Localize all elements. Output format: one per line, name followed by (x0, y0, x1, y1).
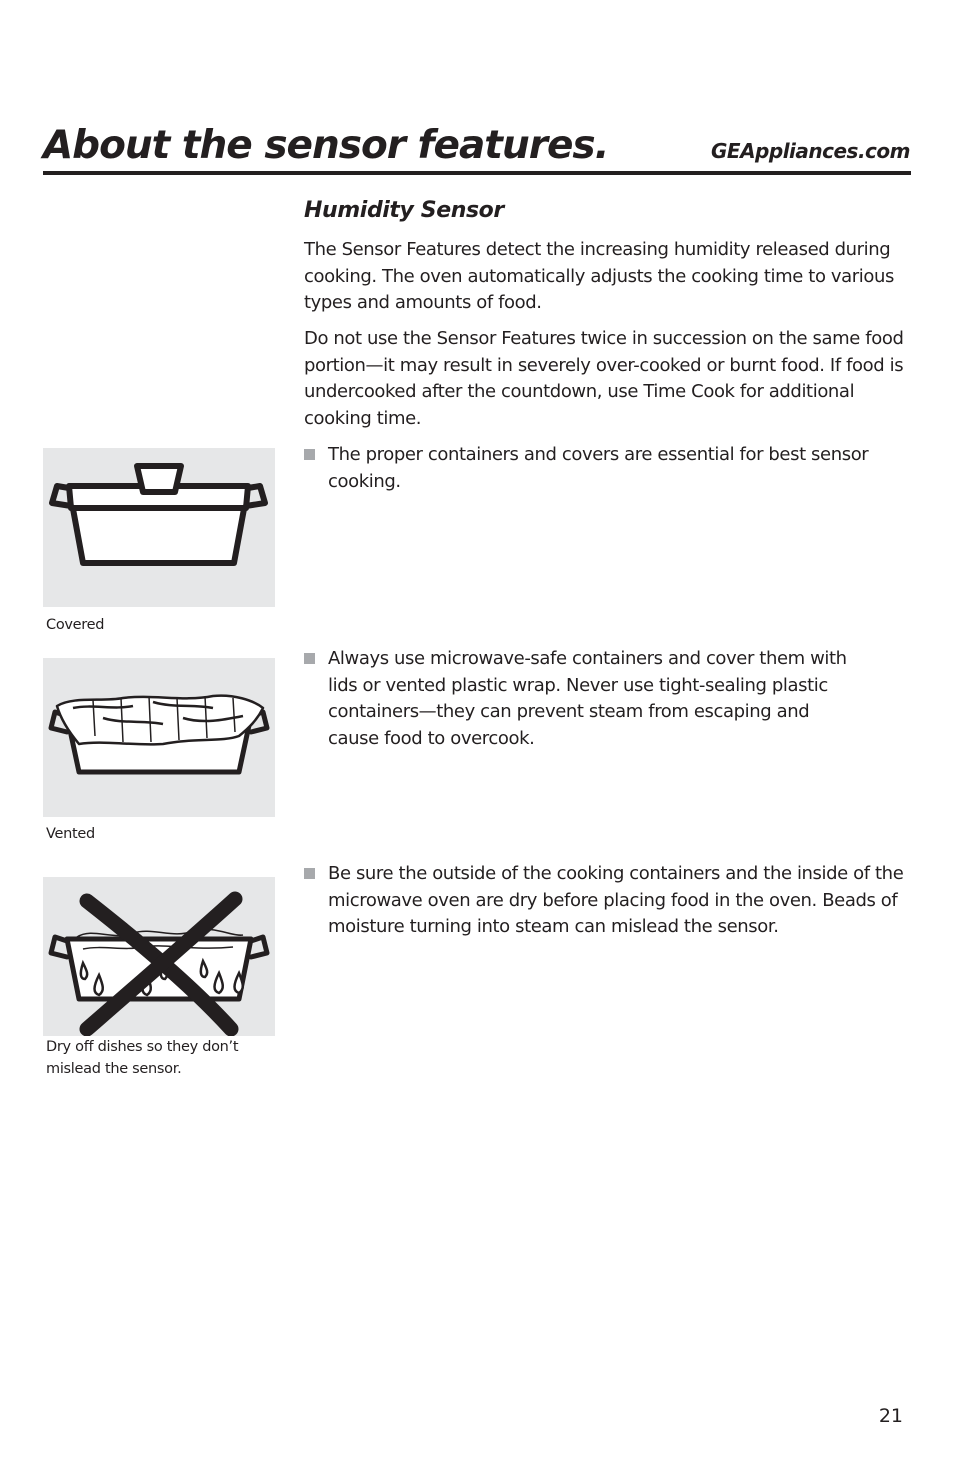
list-item-text: Always use microwave-safe containers and cover them with lids or vented plastic wrap. Never use tight-sealing plastic containers—they can prevent steam from escaping and cause food to overcook. (328, 648, 847, 749)
covered-dish-icon (43, 448, 275, 607)
list-item-text: The proper containers and covers are essential for best sensor cooking. (328, 444, 869, 492)
vented-dish-icon (43, 658, 275, 817)
warning-paragraph: Do not use the Sensor Features twice in succession on the same food portion—it may result in severely over-cooked or burnt food. If food is undercooked after the countdown, use Time Cook for additional cooking time. (304, 328, 904, 429)
figure-caption: Dry off dishes so they don’t mislead the sensor. (46, 1039, 239, 1077)
bullet-square-icon (304, 449, 315, 460)
bullet-square-icon (304, 868, 315, 879)
page-title: About the sensor features. (43, 123, 609, 168)
wet-dish-crossed-icon (43, 877, 275, 1036)
list-item (304, 442, 904, 495)
section-heading: Humidity Sensor (304, 198, 504, 223)
vented-dish-figure (43, 658, 275, 817)
covered-dish-figure (43, 448, 275, 607)
header-rule (43, 171, 911, 175)
list-item (304, 861, 904, 941)
intro-paragraph: The Sensor Features detect the increasing humidity released during cooking. The oven automatically adjusts the cooking time to various types and amounts of food. (304, 239, 894, 313)
wet-dish-figure (43, 877, 275, 1036)
list-item-text: Be sure the outside of the cooking containers and the inside of the microwave oven are dry before placing food in the oven. Beads of moisture turning into steam can mislead the sensor. (328, 863, 904, 937)
website-link[interactable]: GEAppliances.com (711, 139, 910, 163)
list-item (304, 646, 864, 752)
bullet-square-icon (304, 653, 315, 664)
page-number: 21 (878, 1405, 903, 1427)
figure-caption: Covered (46, 617, 105, 633)
figure-caption: Vented (46, 826, 95, 842)
